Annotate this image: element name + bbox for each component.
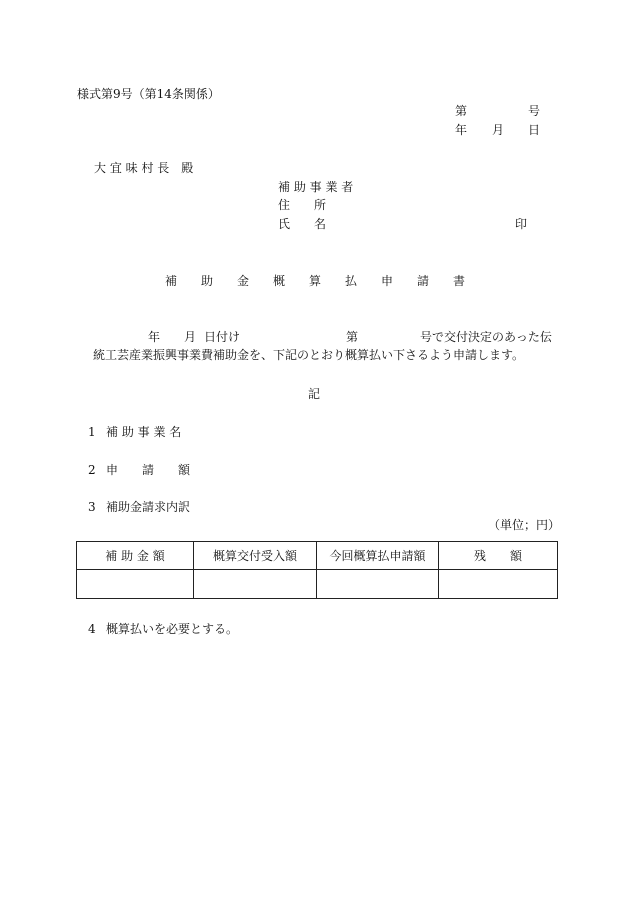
item-4-label: 概算払いを必要とする。	[106, 622, 239, 636]
ref-number-go: 号	[528, 104, 541, 118]
applicant-name-label: 氏 名	[278, 217, 327, 231]
applicant-business-label: 補 助 事 業 者	[278, 180, 354, 194]
header-received-amount: 概算交付受入額	[194, 542, 317, 570]
table-header-row	[77, 542, 558, 570]
ki-marker: 記	[308, 387, 321, 401]
cell-subsidy-amount	[77, 570, 194, 599]
ref-number-dai: 第	[455, 104, 468, 118]
body-year: 年	[148, 330, 161, 344]
form-number: 様式第9号（第14条関係）	[77, 87, 220, 101]
body-line2: 統工芸産業振興事業費補助金を、下記のとおり概算払い下さるよう申請します。	[93, 348, 525, 362]
applicant-address-label: 住 所	[278, 198, 327, 212]
unit-note: （単位；円）	[488, 518, 561, 532]
item-3-number: 3	[88, 500, 96, 514]
item-3-label: 補助金請求内訳	[106, 500, 191, 514]
table-row	[77, 570, 558, 599]
body-month: 月	[184, 330, 197, 344]
item-2-number: 2	[88, 463, 96, 477]
header-subsidy-amount: 補 助 金 額	[77, 542, 194, 570]
item-1-label: 補 助 事 業 名	[106, 425, 182, 439]
body-dated: 日付け	[204, 330, 241, 344]
date-month: 月	[492, 123, 505, 137]
addressee: 大 宜 味 村 長 殿	[94, 161, 194, 175]
seal-mark: 印	[515, 217, 528, 231]
date-day: 日	[528, 123, 541, 137]
document-title: 補 助 金 概 算 払 申 請 書	[165, 274, 466, 288]
cell-received-amount	[194, 570, 317, 599]
body-dai: 第	[346, 330, 359, 344]
cell-request-amount	[317, 570, 439, 599]
breakdown-table	[76, 541, 558, 599]
header-balance: 残 額	[439, 542, 558, 570]
item-4-number: 4	[88, 622, 96, 636]
body-go-rest: 号で交付決定のあった伝	[420, 330, 552, 344]
header-request-amount: 今回概算払申請額	[317, 542, 439, 570]
date-year: 年	[455, 123, 468, 137]
cell-balance	[439, 570, 558, 599]
item-2-label: 申 請 額	[106, 463, 191, 477]
item-1-number: 1	[88, 425, 96, 439]
